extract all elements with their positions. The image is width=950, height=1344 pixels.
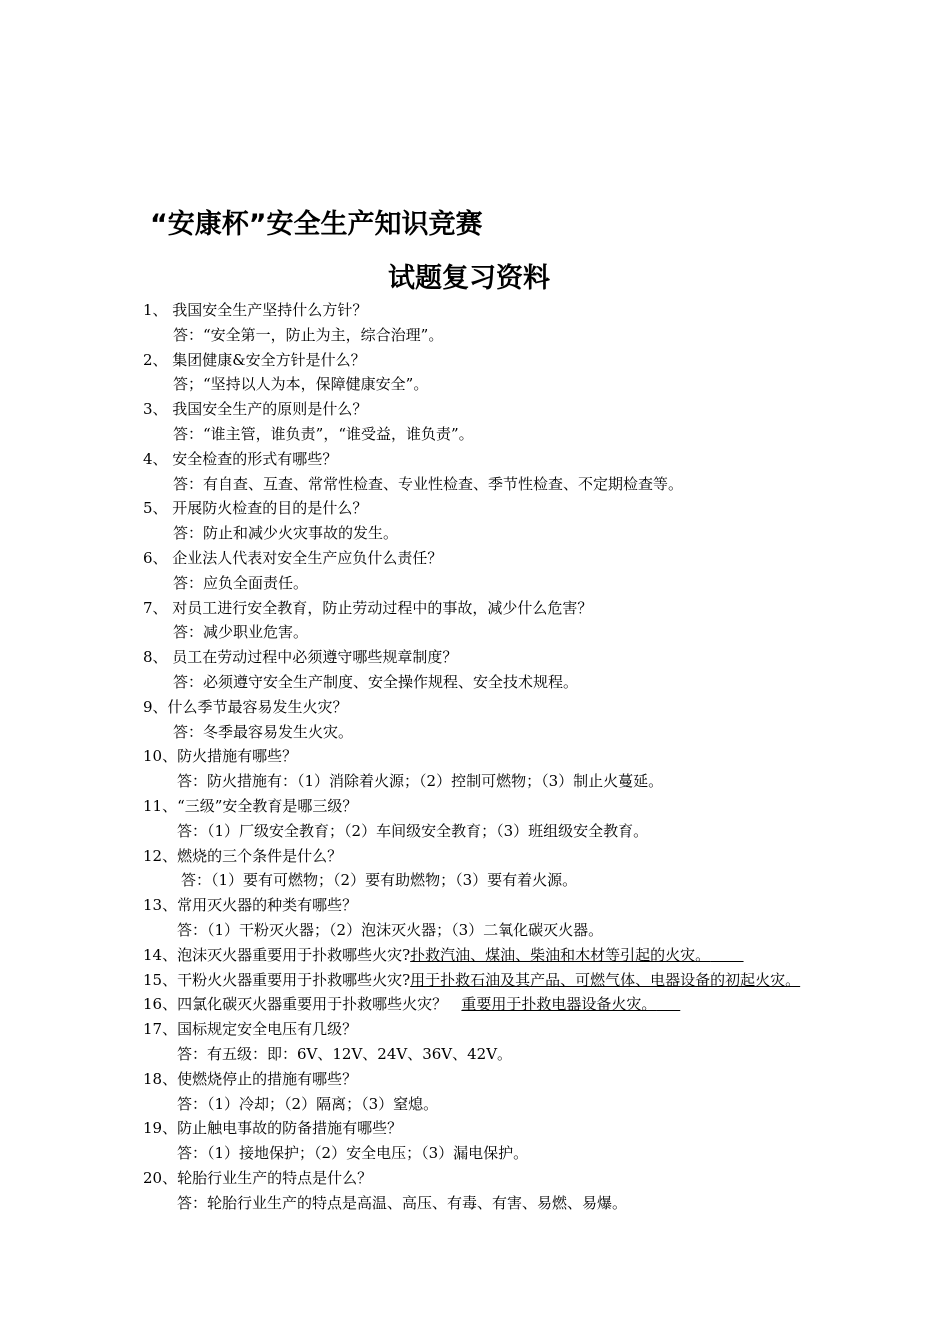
question-14: [143, 943, 813, 968]
answer-7: 答：减少职业危害。: [173, 623, 309, 642]
question-3: 3、 我国安全生产的原则是什么？: [143, 400, 368, 419]
answer-15: 用于扑救石油及其产品、可燃气体、电器设备的初起火灾。: [410, 970, 801, 989]
answer-17: 答：有五级：即：6V、12V、24V、36V、42V。: [177, 1044, 513, 1063]
question-7: 7、 对员工进行安全教育，防止劳动过程中的事故，减少什么危害？: [143, 598, 593, 617]
question-12: 12、燃烧的三个条件是什么？: [143, 846, 343, 865]
question-6: 6、 企业法人代表对安全生产应负什么责任？: [143, 548, 443, 567]
question-13: 13、常用灭火器的种类有哪些？: [143, 896, 358, 915]
qa-list: [143, 298, 813, 1215]
question-17: 17、国标规定安全电压有几级？: [143, 1020, 358, 1039]
answer-2: 答；“坚持以人为本，保障健康安全”。: [173, 375, 429, 394]
answer-8: 答：必须遵守安全生产制度、安全操作规程、安全技术规程。: [173, 672, 579, 691]
question-19: 19、防止触电事故的防备措施有哪些？: [143, 1119, 403, 1138]
answer-4: 答：有自查、互查、常常性检查、专业性检查、季节性检查、不定期检查等。: [173, 474, 684, 493]
question-5: 5、 开展防火检查的目的是什么？: [143, 499, 368, 518]
document-title: “安康杯”安全生产知识竞赛: [150, 209, 483, 240]
answer-20: 答：轮胎行业生产的特点是高温、高压、有毒、有害、易燃、易爆。: [177, 1193, 628, 1212]
document-subtitle: 试题复习资料: [388, 263, 550, 294]
answer-13: 答：（1）干粉灭火器；（2）泡沫灭火器；（3）二氧化碳灭火器。: [177, 920, 604, 939]
question-4: 4、 安全检查的形式有哪些？: [143, 449, 338, 468]
question-15: [143, 968, 813, 993]
answer-11: 答：（1）厂级安全教育；（2）车间级安全教育；（3）班组级安全教育。: [177, 821, 649, 840]
answer-16: 重要用于扑救电器设备火灾。: [461, 995, 657, 1014]
question-16-text: 16、四氯化碳灭火器重要用于扑救哪些火灾？: [143, 995, 448, 1014]
answer-3: 答：“谁主管，谁负责”，“谁受益，谁负责”。: [173, 424, 474, 443]
question-14-text: 14、泡沫灭火器重要用于扑救哪些火灾?: [143, 945, 411, 964]
question-1: 1、 我国安全生产坚持什么方针？: [143, 301, 368, 319]
question-2: 2、 集团健康&安全方针是什么？: [143, 350, 366, 369]
question-10: 10、防火措施有哪些？: [143, 747, 298, 766]
answer-5: 答：防止和减少火灾事故的发生。: [173, 524, 399, 543]
question-16: [143, 992, 813, 1017]
answer-16-underline-tail: [656, 995, 680, 1013]
answer-14-underline-tail: [710, 946, 743, 964]
question-15-text: 15、干粉火火器重要用于扑救哪些火灾?: [143, 970, 411, 989]
question-18: 18、使燃烧停止的措施有哪些？: [143, 1069, 358, 1088]
question-11: 11、“三级”安全教育是哪三级？: [143, 796, 358, 815]
question-9: 9、什么季节最容易发生火灾？: [143, 697, 348, 716]
question-20: 20、轮胎行业生产的特点是什么？: [143, 1168, 373, 1187]
answer-1: 答：“安全第一，防止为主，综合治理”。: [173, 325, 444, 344]
question-8: 8、 员工在劳动过程中必须遵守哪些规章制度？: [143, 648, 458, 667]
answer-6: 答：应负全面责任。: [173, 573, 309, 592]
answer-14: 扑救汽油、煤油、柴油和木材等引起的火灾。: [410, 945, 711, 964]
answer-10: 答：防火措施有：（1）消除着火源；（2）控制可燃物；（3）制止火蔓延。: [177, 772, 664, 791]
answer-9: 答：冬季最容易发生火灾。: [173, 722, 354, 741]
answer-12: 答：（1）要有可燃物；（2）要有助燃物；（3）要有着火源。: [181, 871, 578, 890]
answer-19: 答：（1）接地保护；（2）安全电压；（3）漏电保护。: [177, 1144, 529, 1163]
answer-18: 答：（1）冷却；（2）隔离；（3）窒熄。: [177, 1094, 439, 1113]
